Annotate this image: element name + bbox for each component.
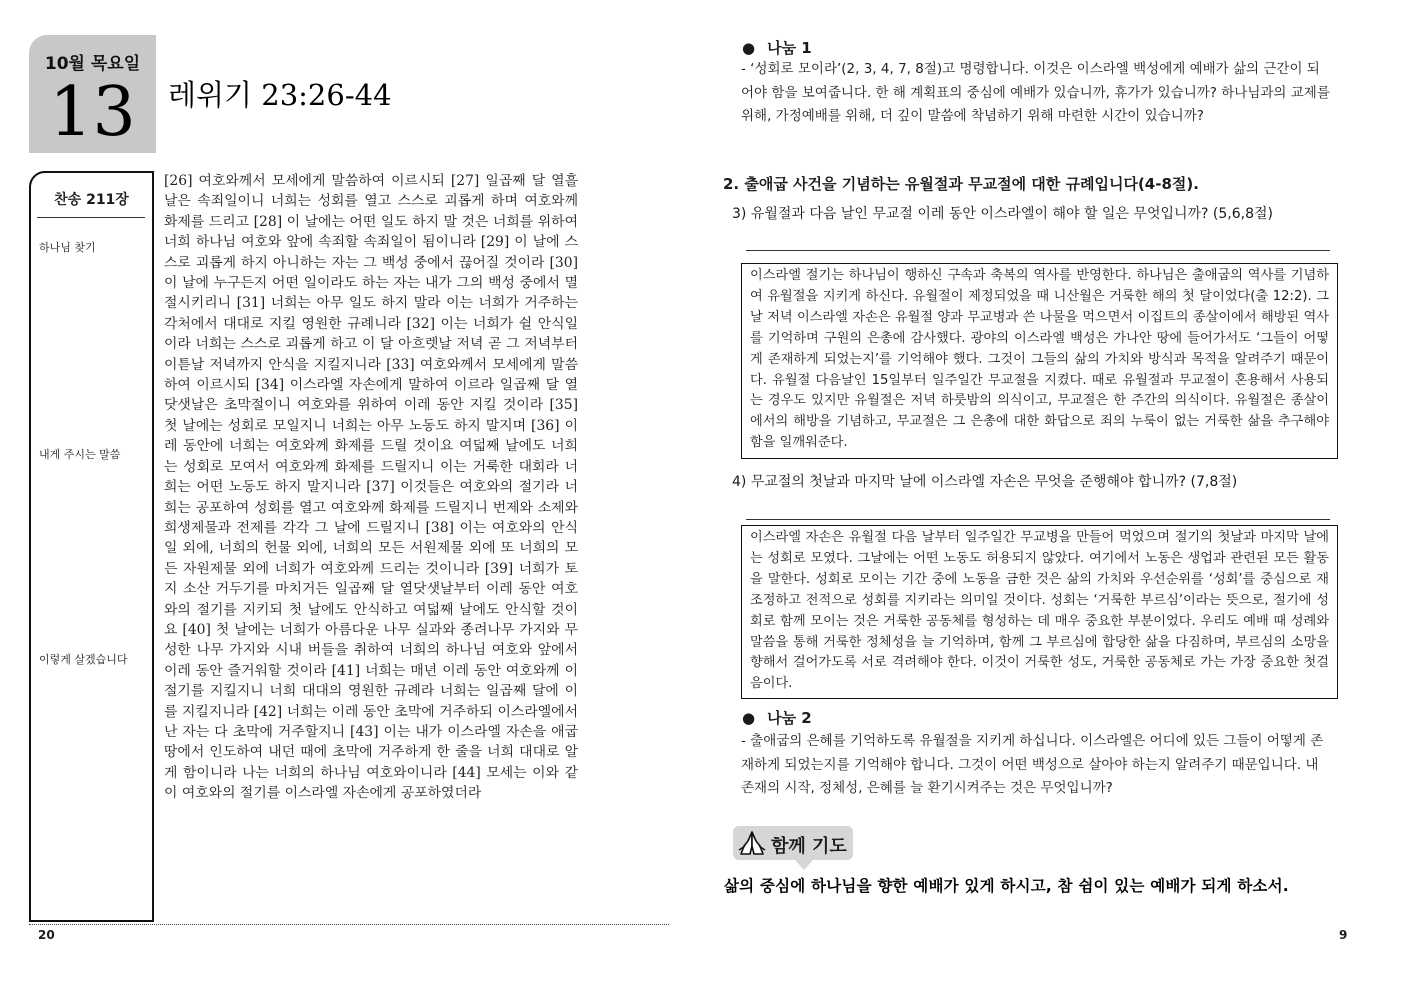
prayer-text: 삶의 중심에 하나님을 향한 예배가 있게 하시고, 참 쉼이 있는 예배가 되게 하소서.	[724, 877, 1289, 895]
answer-line-4	[746, 519, 1330, 520]
question-4: 4) 무교절의 첫날과 마지막 날에 이스라엘 자손은 무엇을 준행해야 합니까? (7,8절)	[732, 474, 1238, 490]
prayer-tab	[733, 826, 853, 860]
hymn-number: 찬송 211장	[54, 192, 129, 208]
question-3: 3) 유월절과 다음 날인 무교절 이레 동안 이스라엘이 해야 할 일은 무엇입니까? (5,6,8절)	[732, 206, 1273, 222]
share1-heading: ● 나눔 1	[742, 37, 812, 58]
month-weekday: 10월 목요일	[44, 54, 141, 74]
sidebar-divider	[37, 217, 145, 218]
share1-text: - ‘성회로 모이라’(2, 3, 4, 7, 8절)고 명령합니다. 이것은 이스라엘 백성에게 예배가 삶의 근간이 되어야 함을 보여줍니다. 한 해 계획표의 중심에 예배가 있습니까, 휴가가 있습니까? 하나님과의 교제를 위해, 가정예배를 위해, 더 깊이 말씀에 착념하기 위해 마련한 시간이 있습니까?	[741, 61, 1330, 124]
sidebar-label-word-for-me: 내게 주시는 말씀	[39, 448, 121, 461]
passage-title: 레위기 23:26-44	[168, 78, 392, 112]
answer-line-3	[746, 250, 1330, 251]
page-number-left: 20	[38, 928, 55, 942]
scripture-text: [26] 여호와께서 모세에게 말씀하여 이르시되 [27] 일곱째 달 열흘날은 속죄일이니 너희는 성회를 열고 스스로 괴롭게 하며 여호와께 화제를 드리고 [28] 이 날에는 어떤 일도 하지 말 것은 너희를 위하여 너희 하나님 여호와 앞에 속죄할 속죄일이 됨이니라 [29] 이 날에 스스로 괴롭게 하지 아니하는 자는 그 백성 중에서 끊어질 것이라 [30] 이 날에 누구든지 어떤 일이라도 하는 자는 내가 그의 백성 중에서 멸절시키리니 [31] 너희는 아무 일도 하지 말라 이는 너희가 거주하는 각처에서 대대로 지킬 영원한 규례니라 [32] 이는 너희가 쉴 안식일이라 너희는 스스로 괴롭게 하고 이 달 아흐렛날 저녁 곧 그 저녁부터 이튿날 저녁까지 안식을 지킬지니라 [33] 여호와께서 모세에게 말씀하여 이르시되 [34] 이스라엘 자손에게 말하여 이르라 일곱째 달 열닷샛날은 초막절이니 여호와를 위하여 이레 동안 지킬 것이라 [35] 첫 날에는 성회로 모일지니 너희는 아무 노동도 하지 말지며 [36] 이레 동안에 너희는 여호와께 화제를 드릴 것이요 여덟째 날에도 너희는 성회로 모여서 여호와께 화제를 드릴지니 이는 거룩한 대회라 너희는 어떤 노동도 하지 말지니라 [37] 이것들은 여호와의 절기라 너희는 공포하여 성회를 열고 여호와께 화제를 드릴지니 번제와 소제와 희생제물과 전제를 각각 그 날에 드릴지니 [38] 이는 여호와의 안식일 외에, 너희의 헌물 외에, 너희의 모든 서원제물 외에 또 너희의 모든 자원제물 외에 너희가 여호와께 드리는 것이니라 [39] 너희가 토지 소산 거두기를 마치거든 일곱째 달 열닷샛날부터 이레 동안 여호와의 절기를 지키되 첫 날에도 안식하고 여덟째 날에도 안식할 것이요 [40] 첫 날에는 너희가 아름다운 나무 실과와 종려나무 가지와 무성한 나무 가지와 시내 버들을 취하여 너희의 하나님 여호와 앞에서 이레 동안 즐거워할 것이라 [41] 너희는 매년 이레 동안 여호와께 이 절기를 지킬지니 너희 대대의 영원한 규례라 너희는 일곱째 달에 이를 지킬지니라 [42] 너희는 이레 동안 초막에 거주하되 이스라엘에서 난 자는 다 초막에 거주할지니 [43] 이는 내가 이스라엘 자손을 애굽 땅에서 인도하여 내던 때에 초막에 거주하게 한 줄을 너희 대대로 알게 함이니라 나는 너희의 하나님 여호와이니라 [44] 모세는 이와 같이 여호와의 절기를 이스라엘 자손에게 공포하였더라	[164, 173, 578, 802]
section2-heading: 2. 출애굽 사건을 기념하는 유월절과 무교절에 대한 규례입니다(4-8절).	[723, 175, 1199, 193]
share2-heading: ● 나눔 2	[742, 707, 812, 728]
sidebar-label-how-to-live: 이렇게 살겠습니다	[39, 653, 128, 666]
bottom-divider	[29, 924, 669, 925]
praying-hands-icon	[737, 829, 767, 857]
day-number: 13	[49, 73, 136, 152]
share2-text: - 출애굽의 은혜를 기억하도록 유월절을 지키게 하십니다. 이스라엘은 어디에 있든 그들이 어떻게 존재하게 되었는지를 기억해야 합니다. 그것이 어떤 백성으로 살아야 하는지 알려주기 때문입니다. 내 존재의 시작, 정체성, 은혜를 늘 환기시켜주는 것은 무엇입니까?	[741, 733, 1324, 796]
sidebar-label-seek-god: 하나님 찾기	[39, 241, 96, 254]
date-tab	[29, 35, 156, 153]
answer-box-3: 이스라엘 절기는 하나님이 행하신 구속과 축복의 역사를 반영한다. 하나님은 출애굽의 역사를 기념하여 유월절을 지키게 하신다. 유월절이 제정되었을 때 니산월은 거룩한 해의 첫 달이었다(출 12:2). 그날 저녁 이스라엘 자손은 유월절 양과 무교병과 쓴 나물을 먹으면서 이집트의 종살이에서 해방된 역사를 기억하며 구원의 은총에 감사했다. 광야의 이스라엘 백성은 가나안 땅에 들어가서도 ‘그들이 어떻게 존재하게 되었는지’를 기억해야 했다. 그것이 그들의 삶의 가치와 방식과 목적을 알려주기 때문이다. 유월절 다음날인 15일부터 일주일간 무교절을 지켰다. 때로 유월절과 무교절이 혼용해서 사용되는 경우도 있지만 유월절은 저녁 하룻밤의 의식이고, 무교절은 한 주간의 의식이다. 유월절은 종살이에서의 해방을 기념하고, 무교절은 그 은총에 대한 화답으로 죄의 누룩이 없는 거룩한 삶을 추구해야 함을 일깨워준다.	[741, 263, 1338, 459]
sidebar-panel	[29, 171, 154, 922]
prayer-label: 함께 기도	[771, 836, 847, 857]
page-number-right: 9	[1339, 928, 1348, 942]
answer-box-4: 이스라엘 자손은 유월절 다음 날부터 일주일간 무교병을 만들어 먹었으며 절기의 첫날과 마지막 날에는 성회로 모였다. 그날에는 어떤 노동도 허용되지 않았다. 여기에서 노동은 생업과 관련된 모든 활동을 말한다. 성회로 모이는 기간 중에 노동을 금한 것은 삶의 가치와 우선순위를 ‘성회’를 중심으로 재조정하고 전적으로 성회를 지키라는 의미일 것이다. 성회는 ‘거룩한 부르심’이라는 뜻으로, 절기에 성회로 함께 모이는 것은 거룩한 공동체를 형성하는 데 매우 중요한 부분이었다. 우리도 예배 때 성례와 말씀을 통해 거룩한 정체성을 늘 기억하며, 함께 그 부르심에 합당한 삶을 다짐하며, 부르심의 소망을 향해서 걸어가도록 서로 격려해야 한다. 이것이 거룩한 성도, 거룩한 공동체로 가는 가장 중요한 첫걸음이다.	[741, 525, 1338, 699]
